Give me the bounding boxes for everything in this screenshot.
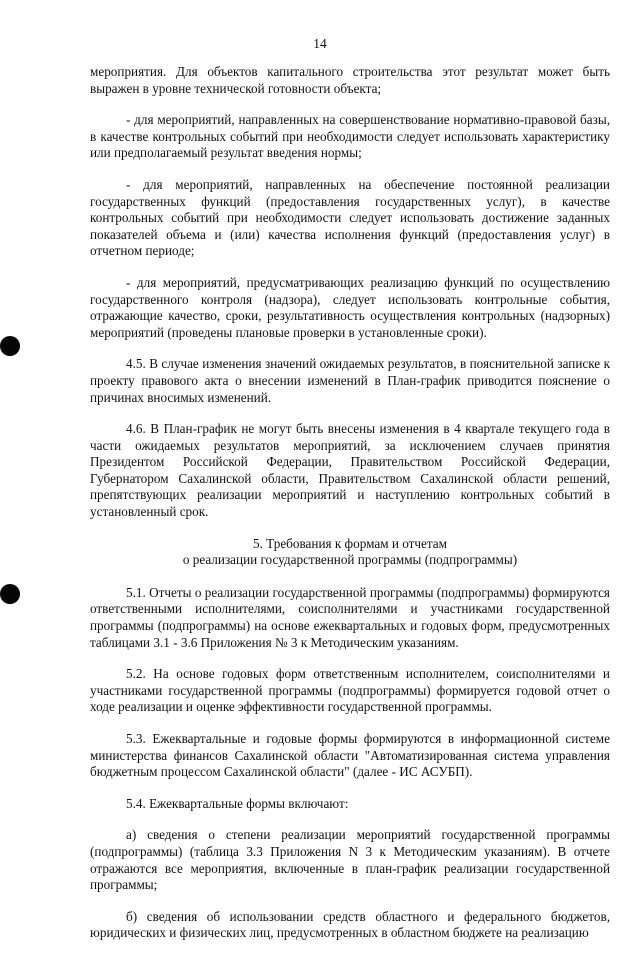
section-heading-line-1: 5. Требования к формам и отчетам	[252, 535, 447, 551]
paragraph-4-6: 4.6. В План-график не могут быть внесены изменения в 4 квартале текущего года в части ожидаемых результатов мероприятий, за исключением случаев принятия Президентом Российской Федерации, Правительством Российской Федерации, Губернатором Сахалинской области, Правительством Сахалинской области решений, препятствующих реализации мероприятий и наступлению контрольных событий в установленный срок.	[90, 421, 610, 520]
paragraph-5-1: 5.1. Отчеты о реализации государственной программы (подпрограммы) формируются ответственными исполнителями, соисполнителями и участниками государственной программы (подпрограммы) на основе ежеквартальных и годовых форм, предусмотренных таблицами 3.1 - 3.6 Приложения № 3 к Методическим указаниям.	[90, 584, 610, 650]
paragraph-5-2: 5.2. На основе годовых форм ответственным исполнителем, соисполнителями и участниками государственной программы (подпрограммы) формируется годовой отчет о ходе реализации и оценке эффективности государственной программы.	[90, 666, 610, 715]
punch-hole-mark	[0, 336, 20, 356]
paragraph-5-3: 5.3. Ежеквартальные и годовые формы формируются в информационной системе министерства финансов Сахалинской области "Автоматизированная система управления бюджетным процессом Сахалинской области" (далее - ИС АСУБП).	[90, 731, 610, 780]
paragraph-state-functions: - для мероприятий, направленных на обеспечение постоянной реализации государственных функций (предоставления государственных услуг), в качестве контрольных событий при необходимости следует использовать достижение заданных показателей объема и (или) качества исполнения функций (предоставления услуг) в отчетном периоде;	[90, 176, 610, 259]
paragraph-state-control: - для мероприятий, предусматривающих реализацию функций по осуществлению государственного контроля (надзора), следует использовать контрольные события, отражающие качество, сроки, результативность осуществления контрольных (надзорных) мероприятий (проведены плановые проверки в установленные сроки).	[90, 274, 610, 340]
page-number: 14	[313, 36, 327, 51]
paragraph-5-4-b: б) сведения об использовании средств областного и федерального бюджетов, юридических и физических лиц, предусмотренных в областном бюджете на реализацию	[90, 908, 610, 941]
paragraph-5-4: 5.4. Ежеквартальные формы включают:	[126, 795, 349, 811]
section-heading	[90, 536, 610, 569]
section-heading-line-2: о реализации государственной программы (подпрограммы)	[182, 552, 518, 568]
document-body	[90, 64, 610, 957]
punch-hole-mark	[0, 584, 20, 604]
paragraph-5-4-a: а) сведения о степени реализации мероприятий государственной программы (подпрограммы) (таблица 3.3 Приложения N 3 к Методическим указаниям). В отчете отражаются все мероприятия, включенные в план-график реализации государственной программы;	[90, 827, 610, 893]
paragraph-4-5: 4.5. В случае изменения значений ожидаемых результатов, в пояснительной записке к проекту правового акта о внесении изменений в План-график приводится пояснение о причинах вносимых изменений.	[90, 356, 610, 405]
paragraph-normative-base: - для мероприятий, направленных на совершенствование нормативно-правовой базы, в качестве контрольных событий при необходимости следует использовать характеристику или предполагаемый результат введения нормы;	[90, 112, 610, 161]
paragraph-continuation: мероприятия. Для объектов капитального строительства этот результат может быть выражен в уровне технической готовности объекта;	[90, 64, 610, 96]
